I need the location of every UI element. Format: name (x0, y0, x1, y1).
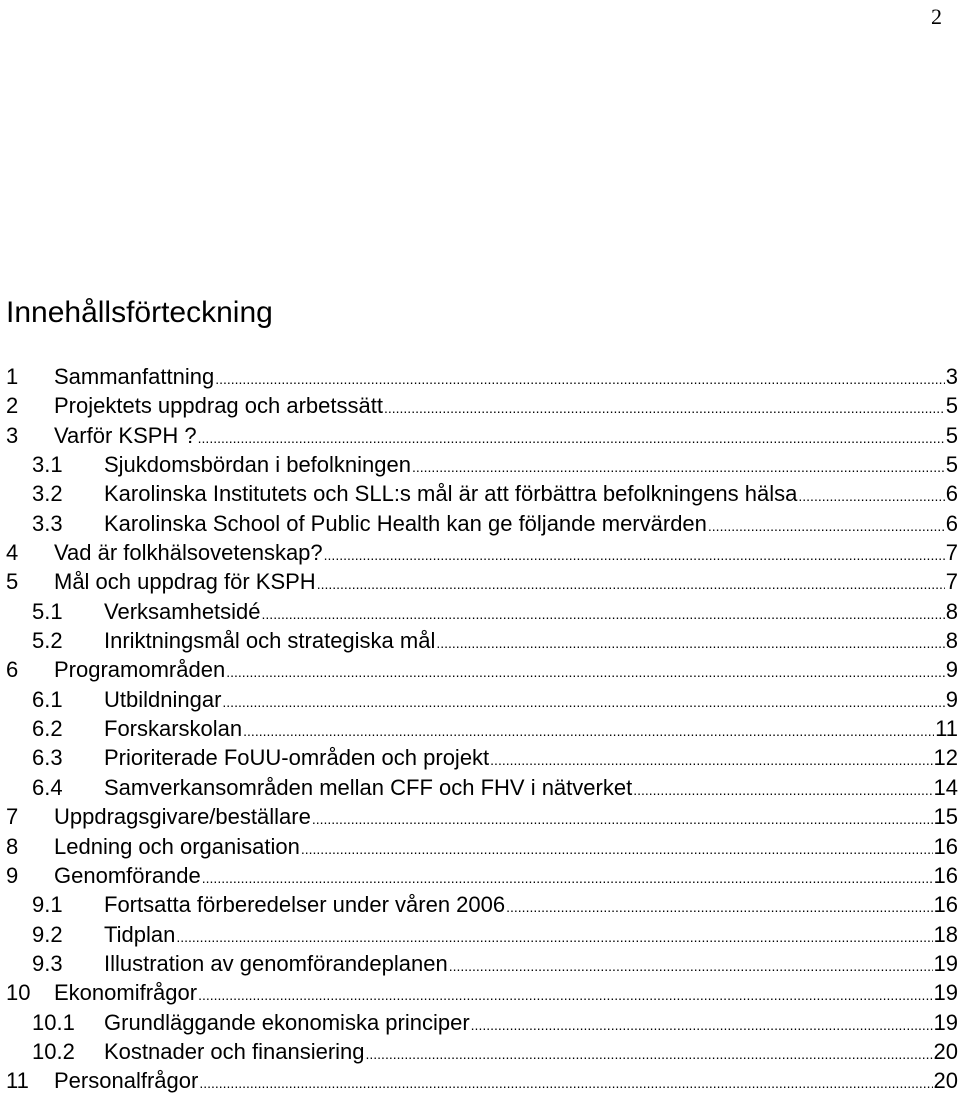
toc-entry-number: 3 (6, 422, 19, 448)
toc-entry-title: Sjukdomsbördan i befolkningen (104, 452, 411, 478)
toc-entry-number: 5 (6, 569, 19, 595)
toc-entry-5-1[interactable] (6, 597, 958, 626)
toc-dot-leader (506, 893, 932, 922)
toc-entry-page: 11 (935, 716, 958, 742)
toc-dot-leader (215, 365, 945, 394)
toc-dot-leader (243, 717, 934, 746)
toc-entry-number: 8 (6, 833, 19, 859)
toc-dot-leader (262, 600, 945, 629)
toc-entry-page: 16 (933, 862, 958, 888)
page-number: 2 (931, 4, 942, 29)
toc-dot-leader (202, 864, 933, 893)
toc-entry-5[interactable] (6, 567, 958, 596)
toc-entry-number: 10 (6, 980, 31, 1006)
toc-entry-page: 8 (945, 628, 958, 654)
toc-dot-leader (199, 1069, 932, 1098)
toc-entry-7[interactable] (6, 802, 958, 831)
toc-dot-leader (633, 776, 932, 805)
toc-entry-number: 3.2 (32, 481, 63, 507)
toc-entry-title: Kostnader och finansiering (104, 1038, 365, 1064)
toc-dot-leader (384, 394, 945, 423)
toc-entry-11[interactable] (6, 1066, 958, 1095)
toc-dot-leader (490, 746, 932, 775)
toc-entry-page: 15 (933, 804, 958, 830)
toc-entry-page: 7 (945, 540, 958, 566)
toc-entry-page: 7 (945, 569, 958, 595)
toc-dot-leader (301, 835, 933, 864)
toc-entry-title: Programområden (54, 657, 226, 683)
toc-entry-3-1[interactable] (6, 450, 958, 479)
toc-entry-page: 19 (933, 980, 958, 1006)
toc-entry-number: 6.4 (32, 774, 63, 800)
toc-entry-3-3[interactable] (6, 509, 958, 538)
toc-entry-number: 6.3 (32, 745, 63, 771)
toc-entry-page: 20 (933, 1068, 958, 1094)
toc-entry-page: 3 (945, 364, 958, 389)
toc-entry-page: 5 (945, 393, 958, 419)
toc-entry-number: 9.2 (32, 921, 63, 947)
toc-entry-page: 18 (933, 921, 958, 947)
toc-entry-title: Mål och uppdrag för KSPH (54, 569, 316, 595)
toc-entry-number: 1 (6, 364, 19, 389)
toc-entry-number: 5.2 (32, 628, 63, 654)
toc-entry-number: 6 (6, 657, 19, 683)
toc-entry-number: 2 (6, 393, 19, 419)
toc-entry-title: Forskarskolan (104, 716, 243, 742)
toc-entry-title: Vad är folkhälsovetenskap? (54, 540, 323, 566)
toc-dot-leader (471, 1011, 933, 1040)
toc-entry-9-1[interactable] (6, 890, 958, 919)
toc-entry-number: 11 (6, 1068, 29, 1094)
toc-entry-title: Personalfrågor (54, 1068, 199, 1094)
toc-entry-page: 5 (945, 452, 958, 478)
toc-entry-6[interactable] (6, 655, 958, 684)
toc-entry-title: Karolinska Institutets och SLL:s mål är att förbättra befolkningens hälsa (104, 481, 798, 507)
toc-entry-title: Illustration av genomförandeplanen (104, 950, 448, 976)
toc-dot-leader (226, 658, 945, 687)
toc-dot-leader (198, 981, 932, 1010)
toc-entry-2[interactable] (6, 391, 958, 420)
toc-entry-title: Fortsatta förberedelser under våren 2006 (104, 892, 506, 918)
toc-entry-number: 9.1 (32, 892, 63, 918)
toc-entry-10-2[interactable] (6, 1037, 958, 1066)
toc-entry-6-2[interactable] (6, 714, 958, 743)
toc-title: Innehållsförteckning (6, 296, 273, 329)
toc-entry-title: Utbildningar (104, 686, 222, 712)
toc-entry-6-1[interactable] (6, 685, 958, 714)
toc-entry-page: 19 (933, 1009, 958, 1035)
toc-entry-number: 9.3 (32, 950, 63, 976)
toc-entry-1[interactable] (6, 362, 958, 391)
toc-entry-title: Ledning och organisation (54, 833, 300, 859)
toc-entry-title: Grundläggande ekonomiska principer (104, 1009, 470, 1035)
toc-entry-number: 6.2 (32, 716, 63, 742)
toc-dot-leader (708, 512, 945, 541)
toc-entry-title: Varför KSPH ? (54, 422, 197, 448)
toc-entry-page: 6 (945, 481, 958, 507)
toc-entry-title: Samverkansområden mellan CFF och FHV i nätverket (104, 774, 633, 800)
toc-entry-10[interactable] (6, 978, 958, 1007)
toc-entry-number: 6.1 (32, 686, 63, 712)
toc-list (6, 362, 958, 1096)
toc-entry-title: Inriktningsmål och strategiska mål (104, 628, 436, 654)
toc-dot-leader (176, 923, 932, 952)
toc-entry-9[interactable] (6, 861, 958, 890)
toc-dot-leader (324, 541, 945, 570)
toc-entry-title: Ekonomifrågor (54, 980, 198, 1006)
toc-entry-9-3[interactable] (6, 949, 958, 978)
toc-entry-title: Verksamhetsidé (104, 598, 261, 624)
toc-entry-page: 16 (933, 892, 958, 918)
toc-entry-title: Prioriterade FoUU-områden och projekt (104, 745, 490, 771)
toc-entry-page: 8 (945, 598, 958, 624)
toc-dot-leader (436, 629, 944, 658)
toc-entry-number: 10.2 (32, 1038, 75, 1064)
toc-entry-page: 16 (933, 833, 958, 859)
toc-entry-title: Karolinska School of Public Health kan ge följande mervärden (104, 510, 707, 536)
toc-dot-leader (366, 1040, 933, 1069)
toc-entry-number: 7 (6, 804, 19, 830)
toc-dot-leader (412, 453, 945, 482)
toc-entry-page: 6 (945, 510, 958, 536)
toc-entry-number: 9 (6, 862, 19, 888)
toc-entry-number: 5.1 (32, 598, 63, 624)
toc-entry-page: 20 (933, 1038, 958, 1064)
toc-entry-number: 10.1 (32, 1009, 75, 1035)
toc-dot-leader (798, 482, 944, 511)
toc-entry-number: 3.3 (32, 510, 63, 536)
toc-entry-page: 19 (933, 950, 958, 976)
toc-entry-page: 9 (945, 686, 958, 712)
toc-entry-title: Sammanfattning (54, 364, 215, 389)
toc-entry-5-2[interactable] (6, 626, 958, 655)
toc-entry-title: Genomförande (54, 862, 201, 888)
toc-dot-leader (222, 688, 944, 717)
toc-entry-3-2[interactable] (6, 479, 958, 508)
toc-dot-leader (312, 805, 933, 834)
toc-entry-number: 3.1 (32, 452, 63, 478)
toc-entry-page: 5 (945, 422, 958, 448)
toc-entry-4[interactable] (6, 538, 958, 567)
toc-entry-10-1[interactable] (6, 1008, 958, 1037)
toc-dot-leader (317, 570, 945, 599)
toc-entry-number: 4 (6, 540, 19, 566)
toc-entry-title: Uppdragsgivare/beställare (54, 804, 311, 830)
toc-entry-6-3[interactable] (6, 743, 958, 772)
toc-entry-3[interactable] (6, 421, 958, 450)
toc-entry-page: 14 (933, 774, 958, 800)
toc-entry-title: Projektets uppdrag och arbetssätt (54, 393, 383, 419)
toc-entry-9-2[interactable] (6, 920, 958, 949)
toc-entry-page: 9 (945, 657, 958, 683)
toc-entry-6-4[interactable] (6, 773, 958, 802)
toc-dot-leader (198, 424, 945, 453)
toc-entry-page: 12 (933, 745, 958, 771)
toc-dot-leader (449, 952, 933, 981)
toc-entry-8[interactable] (6, 832, 958, 861)
toc-entry-title: Tidplan (104, 921, 176, 947)
